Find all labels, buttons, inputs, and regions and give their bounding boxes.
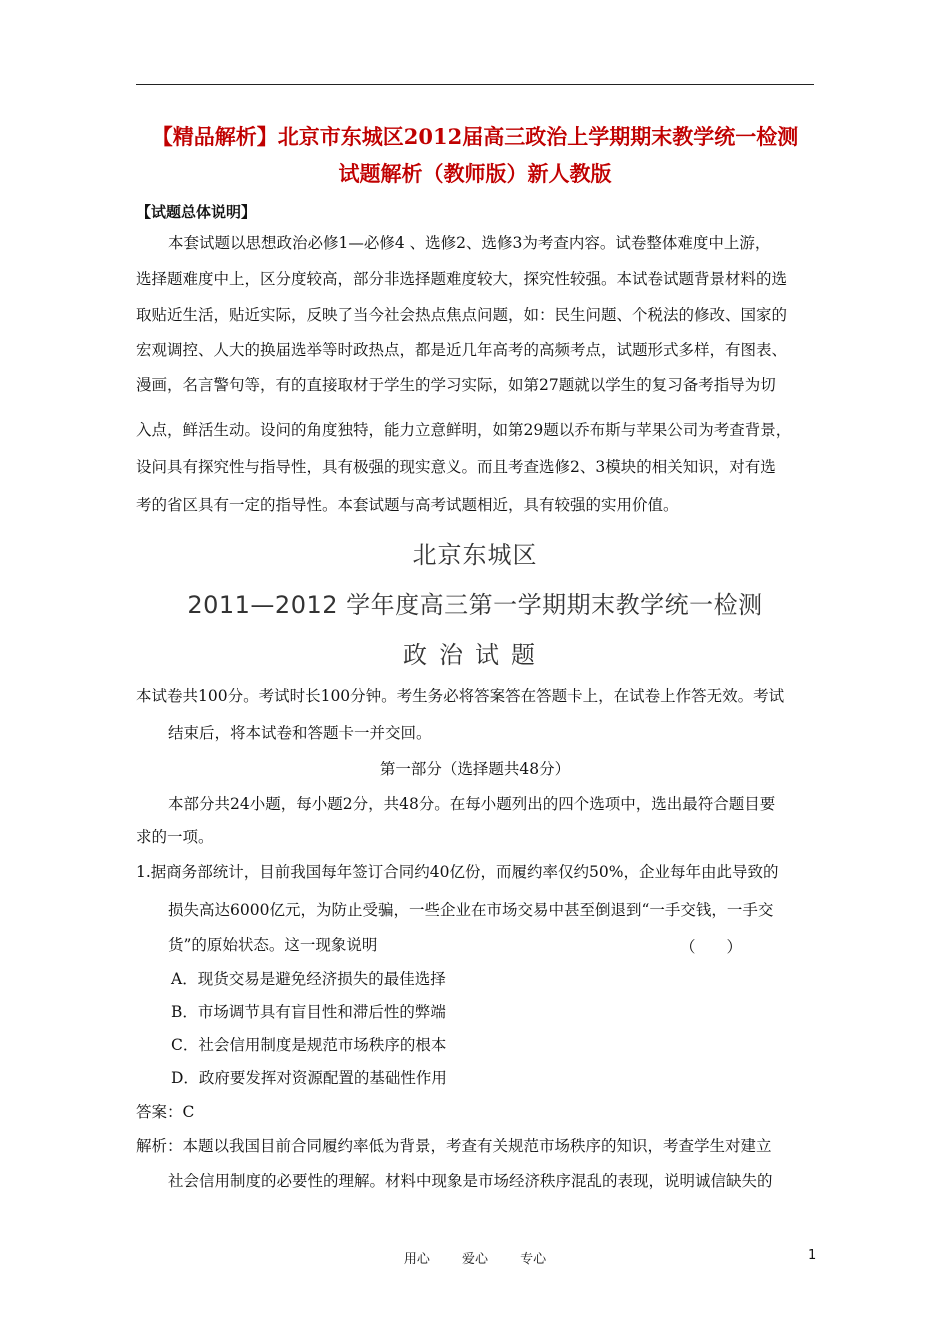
overview-line: 选择题难度中上，区分度较高，部分非选择题难度较大，探究性较强。本试卷试题背景材料的选 bbox=[136, 270, 788, 288]
question-1-stem-line: 货”的原始状态。这一现象说明 bbox=[168, 936, 378, 954]
question-1-answer: 答案：C bbox=[136, 1103, 195, 1121]
overview-line: 设问具有探究性与指导性，具有极强的现实意义。而且考查选修2、3模块的相关知识，对有选 bbox=[136, 458, 776, 476]
document-title-line-2: 试题解析（教师版）新人教版 bbox=[338, 161, 612, 186]
question-1-option-a: A．现货交易是避免经济损失的最佳选择 bbox=[171, 970, 446, 988]
document-title-line-1: 【精品解析】北京市东城区2012届高三政治上学期期末教学统一检测 bbox=[151, 124, 799, 149]
question-1-option-d: D．政府要发挥对资源配置的基础性作用 bbox=[171, 1069, 447, 1087]
page-number: 1 bbox=[808, 1248, 817, 1263]
exam-header-title: 2011—2012 学年度高三第一学期期末教学统一检测 bbox=[187, 591, 763, 619]
overview-line: 考的省区具有一定的指导性。本套试题与高考试题相近，具有较强的实用价值。 bbox=[136, 496, 679, 514]
part-one-desc-line: 求的一项。 bbox=[136, 828, 214, 846]
overview-line: 漫画，名言警句等，有的直接取材于学生的学习实际，如第27题就以学生的复习备考指导为切 bbox=[136, 376, 776, 394]
overview-label: 【试题总体说明】 bbox=[136, 203, 257, 221]
footer-slogan: 用心 爱心 专心 bbox=[403, 1252, 547, 1267]
overview-line: 本套试题以思想政治必修1—必修4 、选修2、选修3为考查内容。试卷整体难度中上游， bbox=[168, 234, 771, 252]
header-rule bbox=[136, 84, 814, 85]
question-1-analysis-line: 解析：本题以我国目前合同履约率低为背景，考查有关规范市场秩序的知识，考查学生对建立 bbox=[136, 1137, 772, 1155]
instructions-line: 结束后，将本试卷和答题卡一并交回。 bbox=[168, 724, 432, 742]
question-1-analysis-line: 社会信用制度的必要性的理解。材料中现象是市场经济秩序混乱的表现，说明诚信缺失的 bbox=[168, 1172, 773, 1190]
question-1-option-c: C．社会信用制度是规范市场秩序的根本 bbox=[171, 1036, 447, 1054]
part-one-desc-line: 本部分共24小题，每小题2分，共48分。在每小题列出的四个选项中，选出最符合题目要 bbox=[168, 795, 776, 813]
overview-line: 取贴近生活，贴近实际，反映了当今社会热点焦点问题，如：民生问题、个税法的修改、国家的 bbox=[136, 306, 788, 324]
answer-paren: （ ） bbox=[680, 938, 743, 956]
question-1-stem-line: 损失高达6000亿元，为防止受骗，一些企业在市场交易中甚至倒退到“一手交钱，一手交 bbox=[168, 901, 774, 919]
exam-header-subject: 政治试题 bbox=[403, 641, 547, 669]
overview-line: 宏观调控、人大的换届选举等时政热点，都是近几年高考的高频考点，试题形式多样，有图表、 bbox=[136, 341, 788, 359]
overview-line: 入点，鲜活生动。设问的角度独特，能力立意鲜明，如第29题以乔布斯与苹果公司为考查背景， bbox=[136, 421, 792, 439]
exam-header-district: 北京东城区 bbox=[412, 541, 538, 569]
part-one-title: 第一部分（选择题共48分） bbox=[379, 760, 571, 778]
instructions-line: 本试卷共100分。考试时长100分钟。考生务必将答案答在答题卡上，在试卷上作答无效。考试 bbox=[136, 687, 785, 705]
question-1-stem-line: 1.据商务部统计，目前我国每年签订合同约40亿份，而履约率仅约50%，企业每年由此导致的 bbox=[136, 863, 779, 881]
question-1-option-b: B．市场调节具有盲目性和滞后性的弊端 bbox=[171, 1003, 446, 1021]
